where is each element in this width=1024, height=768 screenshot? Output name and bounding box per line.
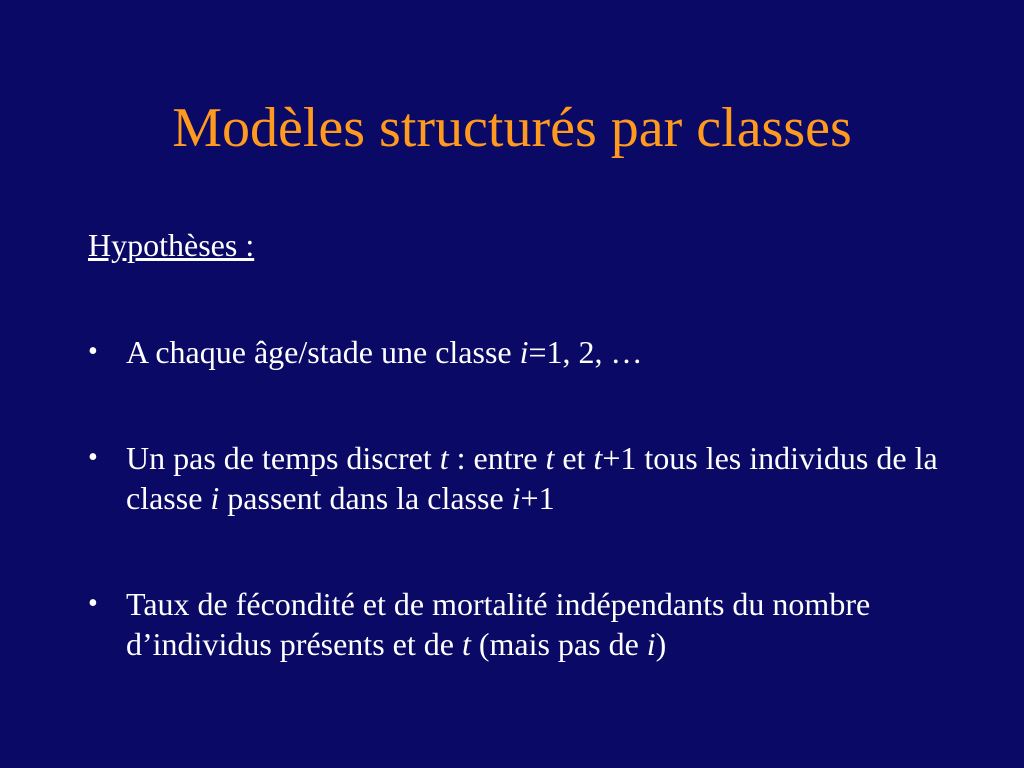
- text-run: Un pas de temps discret: [126, 440, 440, 476]
- math-variable: i: [511, 480, 521, 516]
- text-run: ): [655, 626, 667, 662]
- bullet-text: [126, 586, 870, 662]
- bullet-item: [88, 584, 968, 664]
- slide-title: Modèles structurés par classes: [172, 97, 852, 159]
- math-variable: i: [646, 626, 656, 662]
- bullet-icon: •: [88, 442, 98, 473]
- bullet-item: [88, 332, 968, 372]
- text-run: +1 tous les individus de la classe: [126, 440, 938, 516]
- text-run: =1, 2, …: [528, 334, 643, 370]
- text-run: Taux de fécondité et de mortalité indépendants du nombre d’individus présents et de: [126, 586, 871, 662]
- text-run: (mais pas de: [470, 626, 647, 662]
- text-run: +1: [520, 480, 555, 516]
- bullet-item: [88, 438, 968, 518]
- bullet-text: [126, 334, 643, 370]
- math-variable: t: [545, 440, 555, 476]
- text-run: passent dans la classe: [219, 480, 512, 516]
- math-variable: t: [593, 440, 603, 476]
- bullet-text: [126, 440, 938, 516]
- bullet-icon: •: [88, 588, 98, 619]
- bullet-list: [88, 332, 968, 664]
- bullet-icon: •: [88, 336, 98, 367]
- math-variable: t: [461, 626, 471, 662]
- text-run: et: [554, 440, 594, 476]
- text-run: : entre: [448, 440, 546, 476]
- text-run: A chaque âge/stade une classe: [126, 334, 520, 370]
- math-variable: i: [210, 480, 220, 516]
- math-variable: t: [439, 440, 449, 476]
- hypotheses-heading: Hypothèses :: [88, 227, 255, 263]
- math-variable: i: [519, 334, 529, 370]
